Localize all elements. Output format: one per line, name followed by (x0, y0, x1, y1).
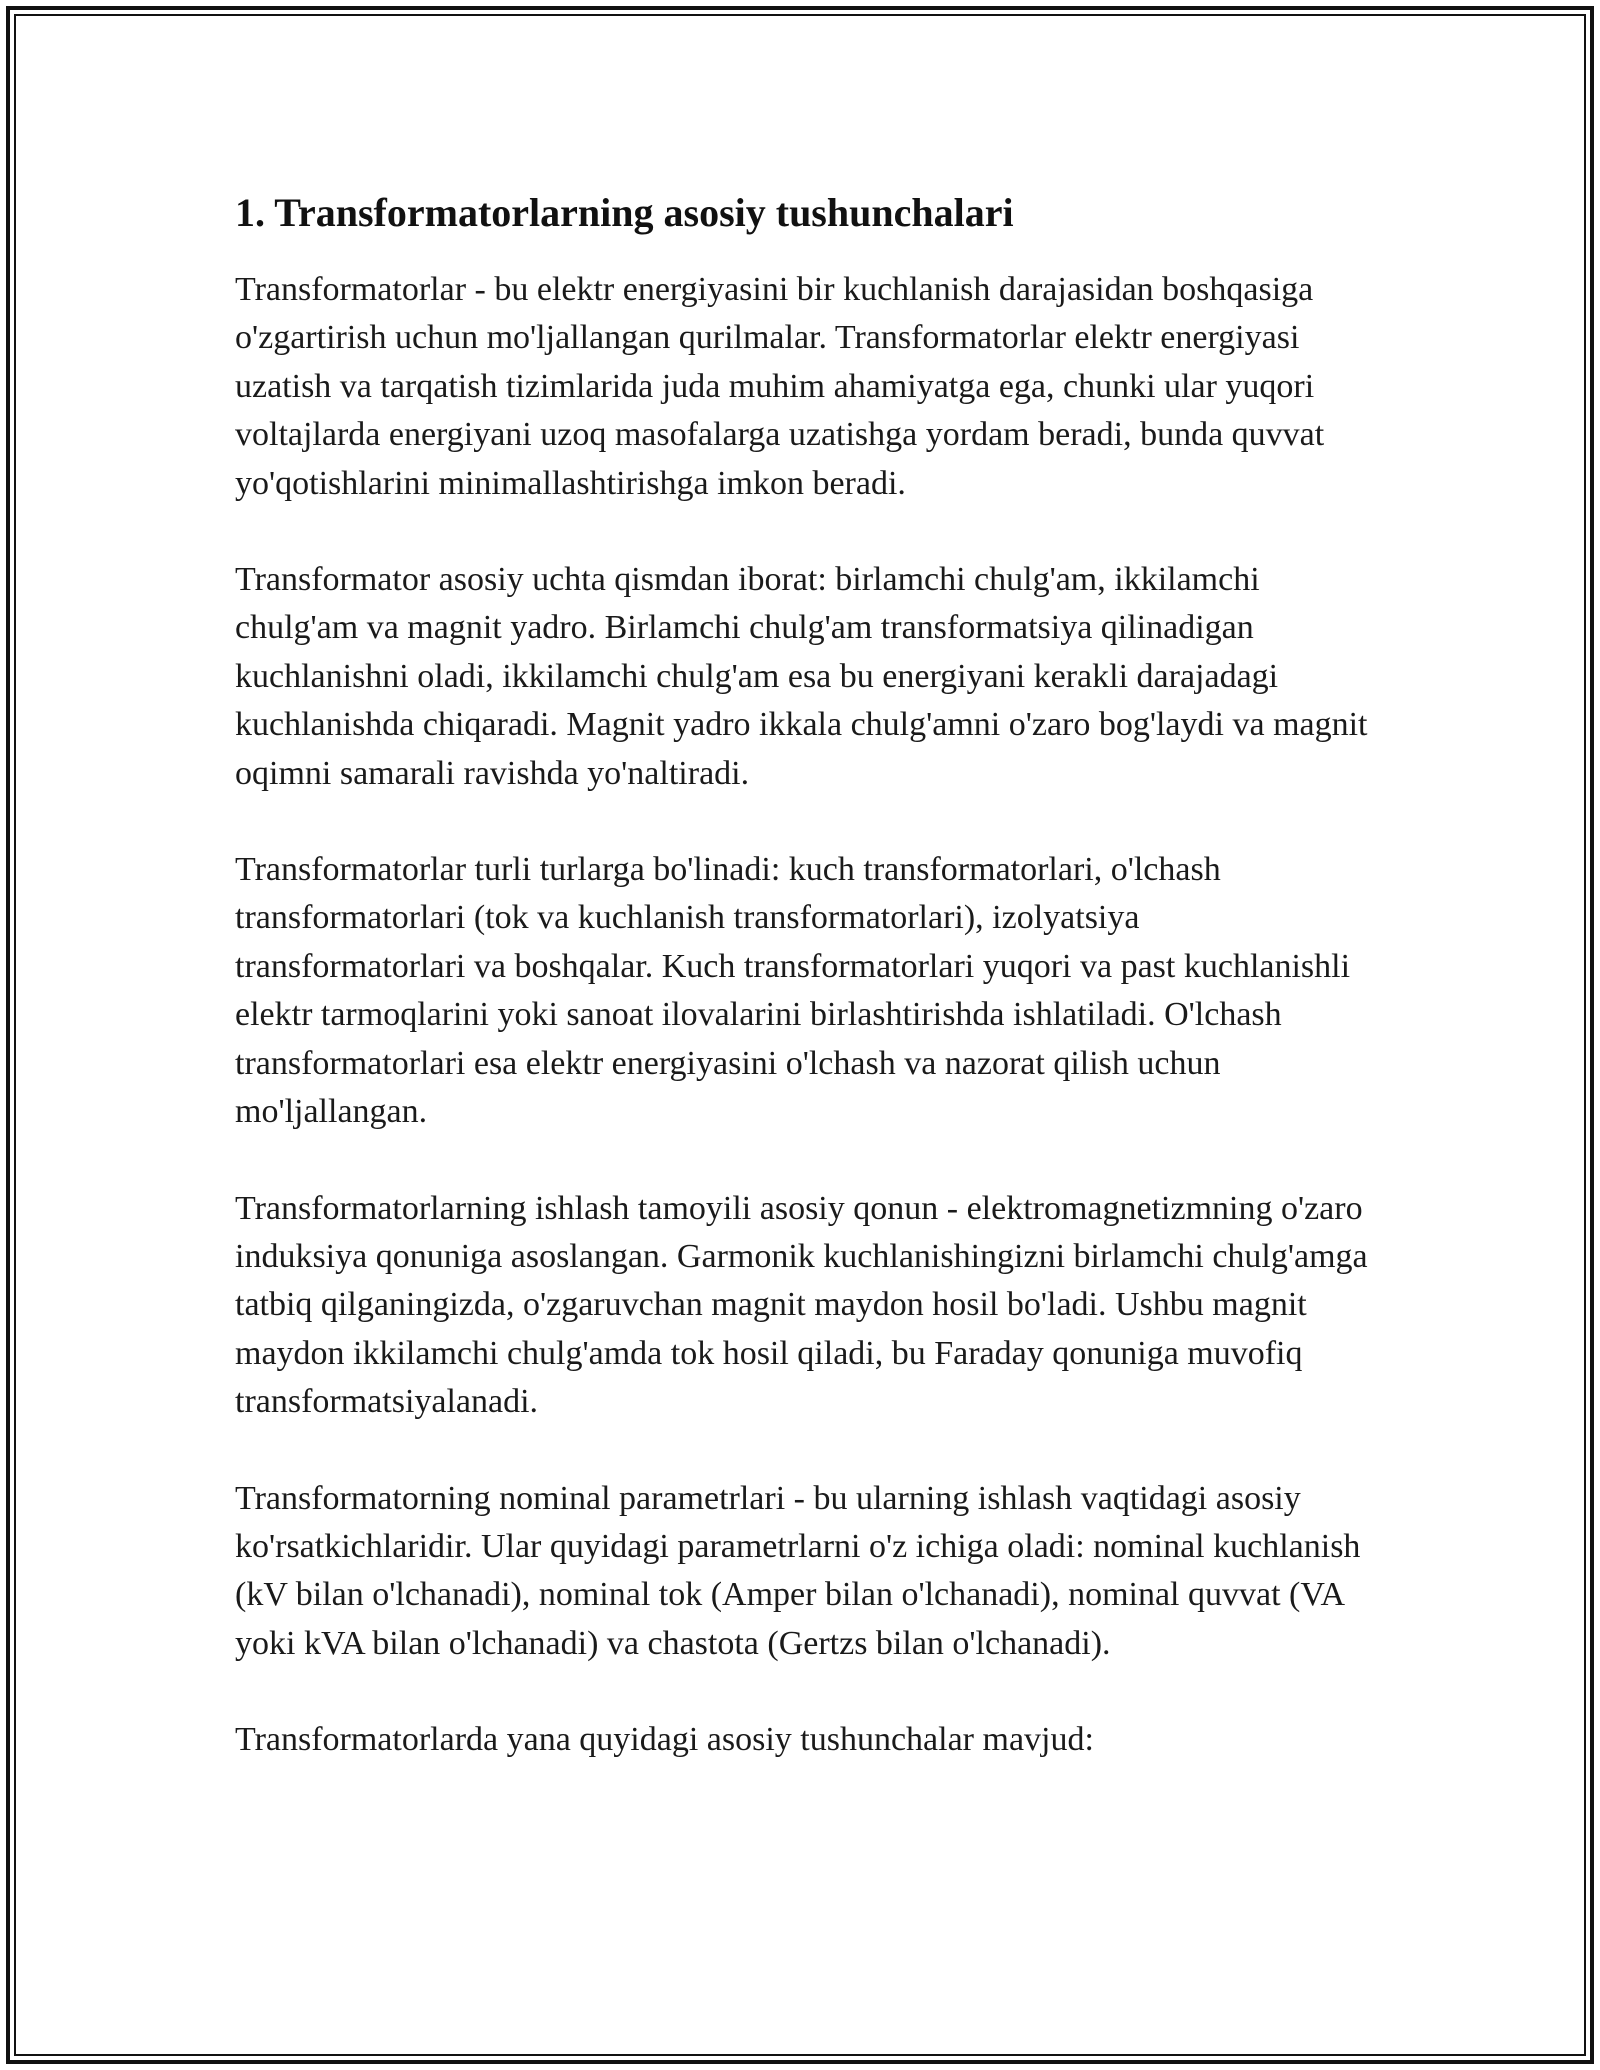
paragraph-definition: Transformatorlar - bu elektr energiyasini bir kuchlanish darajasidan boshqasiga o'zgartirish uchun mo'ljallangan qurilmalar. Transformatorlar elektr energiyasi uzatish va tarqatish tizimlarida juda muhim ahamiyatga ega, chunki ular yuqori voltajlarda energiyani uzoq masofalarga uzatishga yordam beradi, bunda quvvat yo'qotishlarini minimallashtirishga imkon beradi. (235, 271, 1325, 502)
paragraph-components: Transformator asosiy uchta qismdan iborat: birlamchi chulg'am, ikkilamchi chulg'am va magnit yadro. Birlamchi chulg'am transformatsiya qilinadigan kuchlanishni oladi, ikkilamchi chulg'am esa bu energiyani kerakli darajadagi kuchlanishda chiqaradi. Magnit yadro ikkala chulg'amni o'zaro bog'laydi va magnit oqimni samarali ravishda yo'naltiradi. (235, 561, 1368, 792)
document-body (235, 188, 1370, 1813)
paragraph-types: Transformatorlar turli turlarga bo'linadi: kuch transformatorlari, o'lchash transformatorlari (tok va kuchlanish transformatorlari), izolyatsiya transformatorlari va boshqalar. Kuch transformatorlari yuqori va past kuchlanishli elektr tarmoqlarini yoki sanoat ilovalarini birlashtirishda ishlatiladi. O'lchash transformatorlari esa elektr energiyasini o'lchash va nazorat qilish uchun mo'ljallangan. (235, 851, 1351, 1131)
section-heading: 1. Transformatorlarning asosiy tushunchalari (235, 190, 1014, 235)
paragraph-parameters: Transformatorning nominal parametrlari - bu ularning ishlash vaqtidagi asosiy ko'rsatkichlaridir. Ular quyidagi parametrlarni o'z ichiga oladi: nominal kuchlanish (kV bilan o'lchanadi), nominal tok (Amper bilan o'lchanadi), nominal quvvat (VA yoki kVA bilan o'lchanadi) va chastota (Gertzs bilan o'lchanadi). (235, 1479, 1361, 1662)
paragraph-principle: Transformatorlarning ishlash tamoyili asosiy qonun - elektromagnetizmning o'zaro induksiya qonuniga asoslangan. Garmonik kuchlanishingizni birlamchi chulg'amga tatbiq qilganingizda, o'zgaruvchan magnit maydon hosil bo'ladi. Ushbu magnit maydon ikkilamchi chulg'amda tok hosil qiladi, bu Faraday qonuniga muvofiq transformatsiyalanadi. (235, 1189, 1368, 1421)
paragraph-more-concepts: Transformatorlarda yana quyidagi asosiy tushunchalar mavjud: (235, 1721, 1094, 1759)
